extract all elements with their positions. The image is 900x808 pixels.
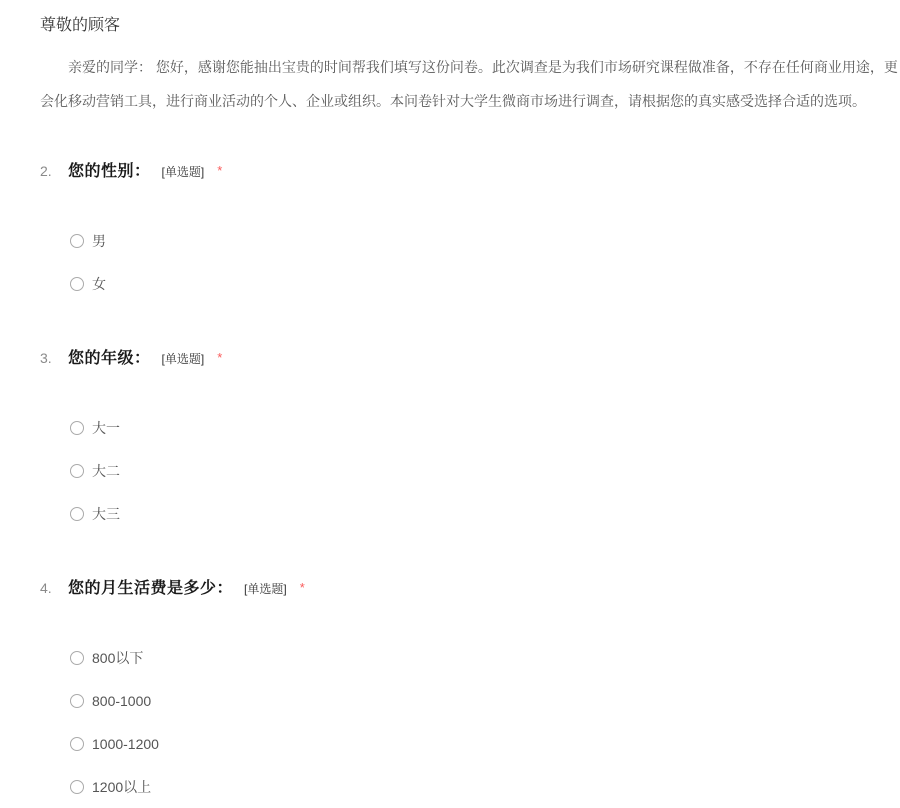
option-list [40,636,900,808]
question-type-label: [单选题] [161,352,205,366]
radio-option[interactable] [70,262,900,305]
question-block [40,347,900,535]
radio-button-icon[interactable] [70,694,84,708]
radio-button-icon[interactable] [70,464,84,478]
option-label[interactable]: 女 [92,275,106,292]
radio-option[interactable] [70,765,900,808]
radio-option[interactable] [70,492,900,535]
radio-option[interactable] [70,219,900,262]
question-title: 您的性别： [68,163,151,180]
question-number: 3. [40,350,52,366]
option-label[interactable]: 大三 [92,505,120,522]
radio-button-icon[interactable] [70,277,84,291]
required-asterisk: * [217,350,223,365]
intro-paragraph [40,50,900,118]
intro-line-2: 会化移动营销工具，进行商业活动的个人、企业或组织。本问卷针对大学生微商市场进行调查，请根据您的真实感受选择合适的选项。 [40,93,866,109]
question-title: 您的年级： [68,350,151,367]
radio-option[interactable] [70,449,900,492]
option-label[interactable]: 1000-1200 [92,735,159,752]
radio-button-icon[interactable] [70,234,84,248]
question-list [40,160,900,808]
survey-title: 尊敬的顾客 [40,17,121,34]
question-title: 您的月生活费是多少： [68,580,234,597]
question-type-label: [单选题] [161,165,205,179]
radio-button-icon[interactable] [70,421,84,435]
question-header [40,160,900,183]
question-header [40,577,900,600]
radio-button-icon[interactable] [70,507,84,521]
radio-button-icon[interactable] [70,651,84,665]
option-label[interactable]: 800-1000 [92,692,152,709]
radio-option[interactable] [70,722,900,765]
question-block [40,577,900,808]
radio-option[interactable] [70,679,900,722]
question-type-label: [单选题] [244,582,287,596]
option-label[interactable]: 大一 [92,419,120,436]
question-header [40,347,900,370]
option-label[interactable]: 800以下 [92,649,144,666]
intro-line-1: 亲爱的同学： 您好，感谢您能抽出宝贵的时间帮我们填写这份问卷。此次调查是为我们市场研究课程做准备，不存在任何商业用途，更 [68,59,898,75]
radio-button-icon[interactable] [70,780,84,794]
radio-option[interactable] [70,406,900,449]
option-label[interactable]: 大二 [92,462,120,479]
radio-button-icon[interactable] [70,737,84,751]
option-label[interactable]: 1200以上 [92,778,152,795]
option-label[interactable]: 男 [92,232,106,249]
question-number: 4. [40,580,52,596]
radio-option[interactable] [70,636,900,679]
required-asterisk: * [217,163,223,178]
option-list [40,219,900,305]
option-list [40,406,900,535]
question-number: 2. [40,163,52,179]
question-block [40,160,900,305]
required-asterisk: * [299,580,305,595]
